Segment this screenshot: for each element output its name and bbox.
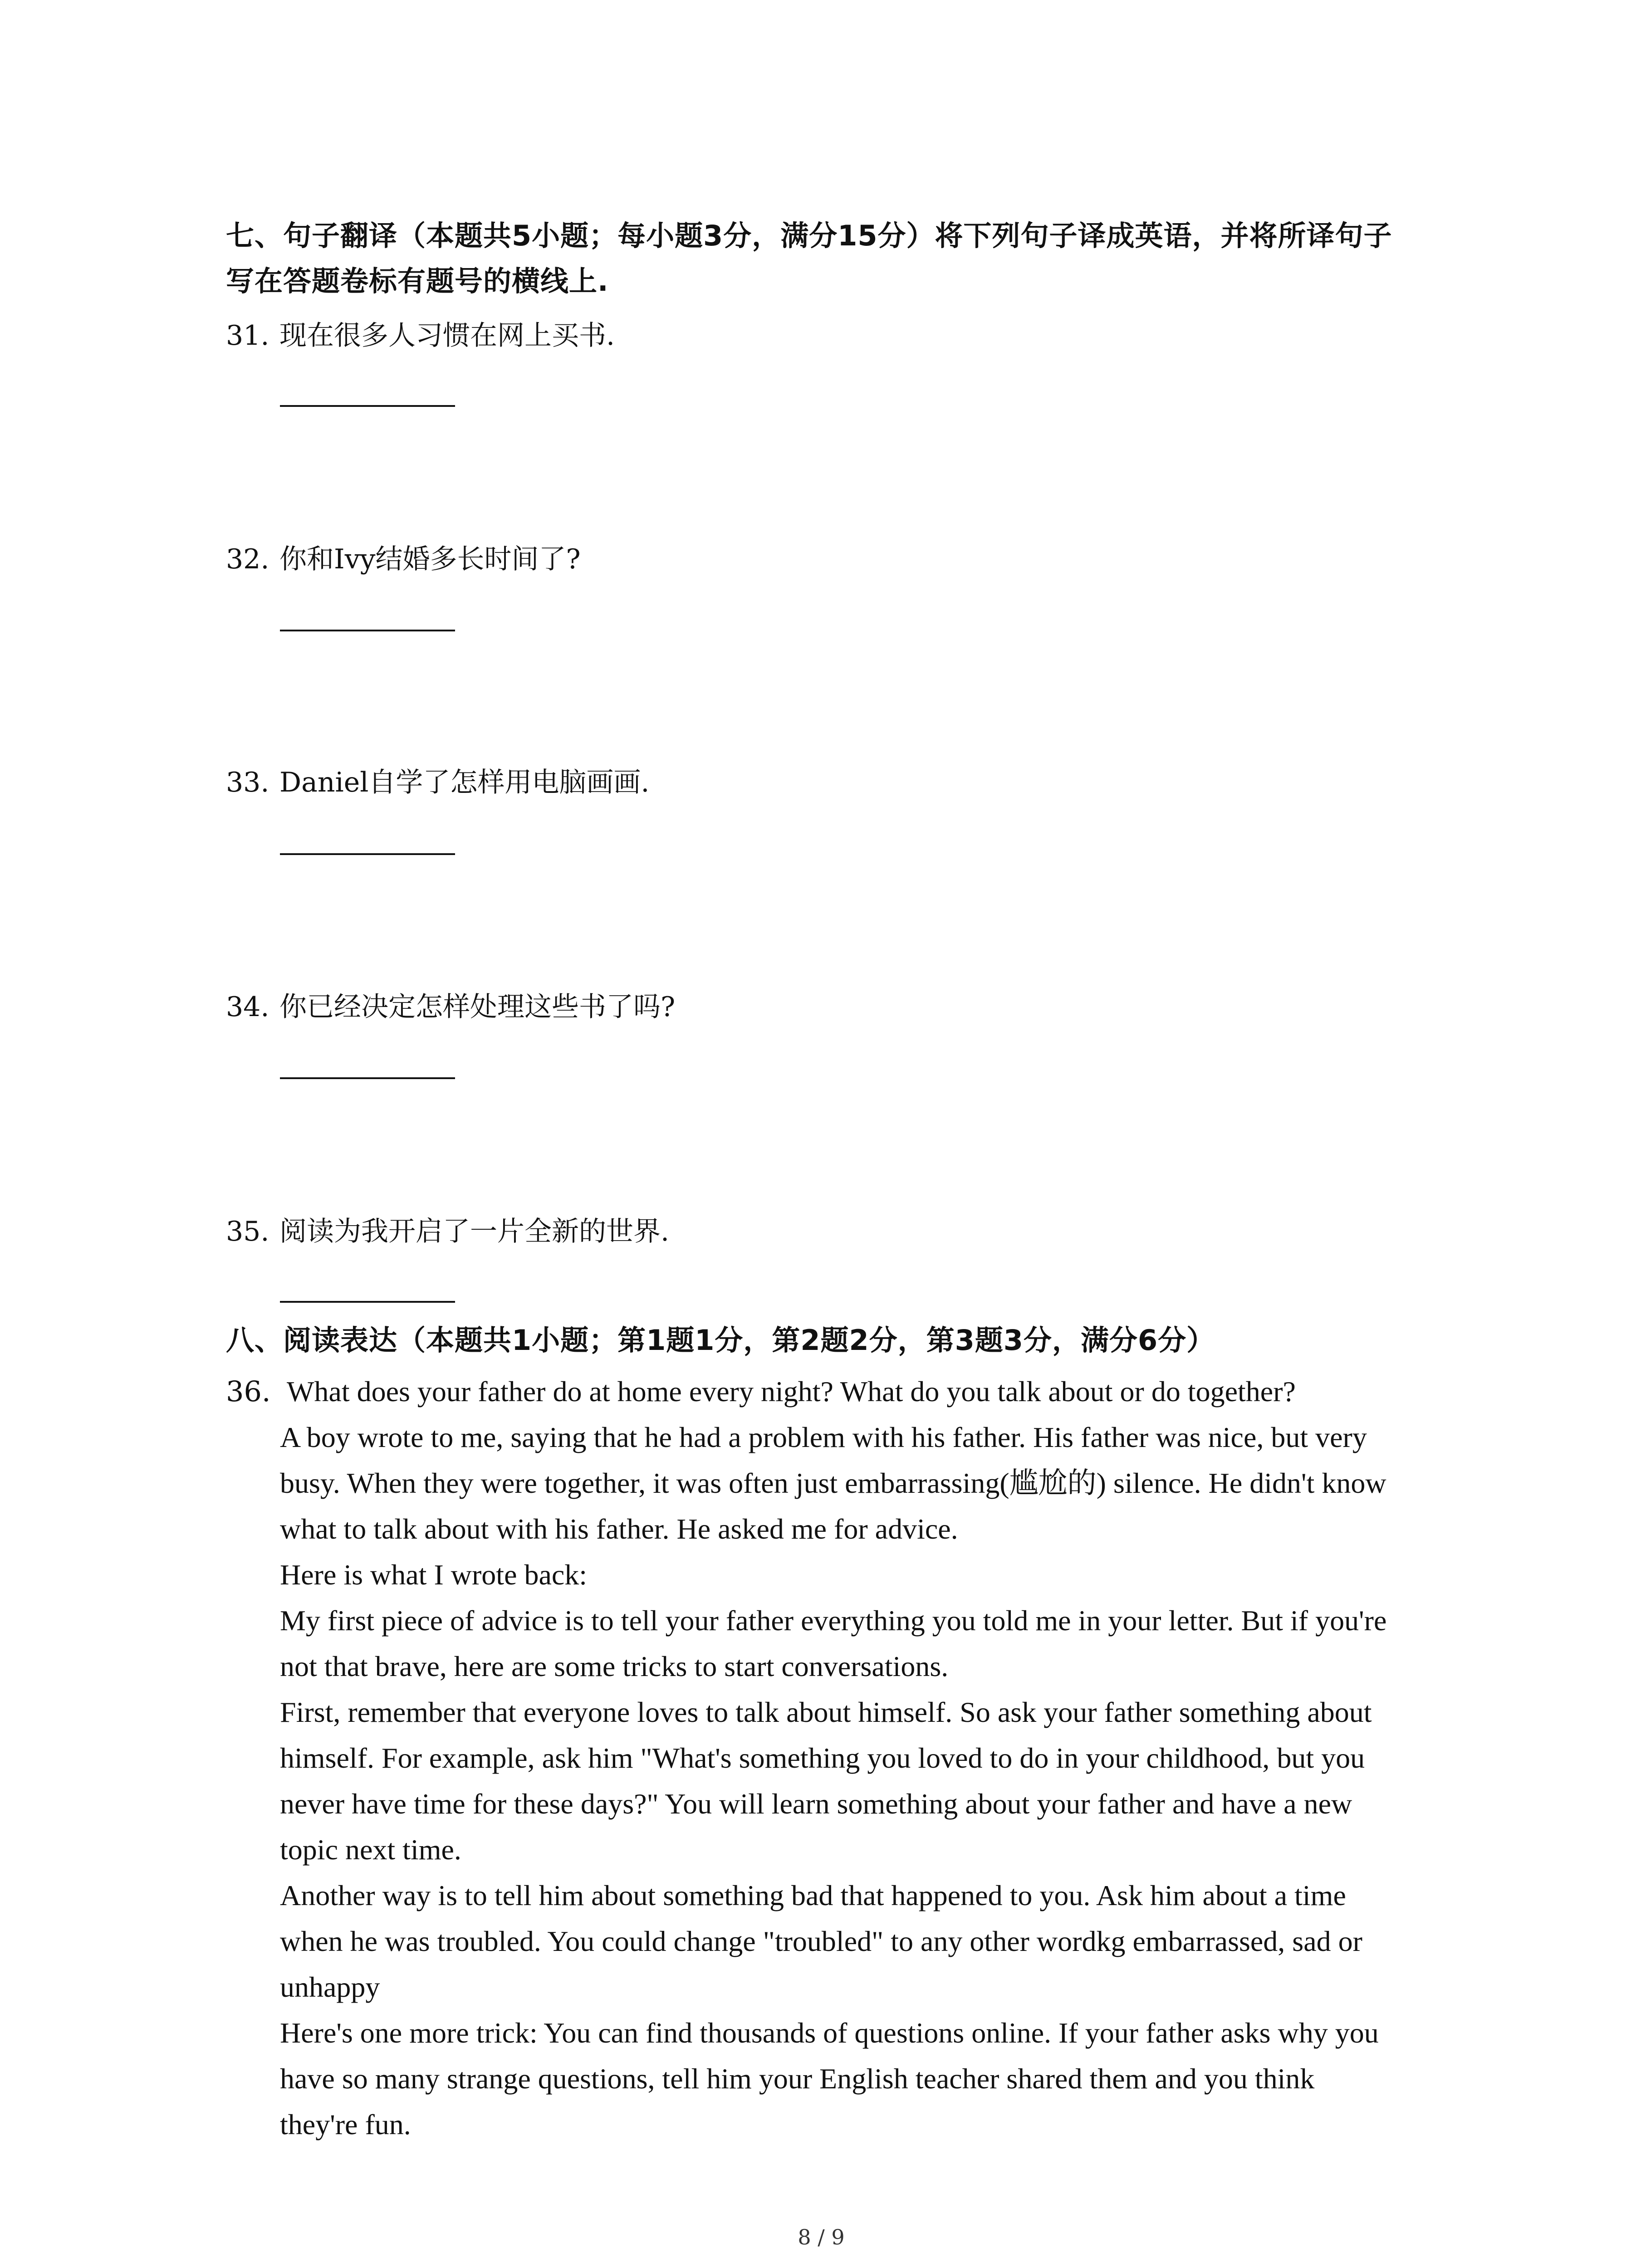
passage-line: busy. When they were together, it was often just embarrassing(尴尬的) silence. He didn't know [280,1467,1386,1499]
question-number: 35. [226,1216,269,1247]
section-8-heading: 八、阅读表达（本题共1小题；第1题1分，第2题2分，第3题3分，满分6分） [226,1324,1215,1357]
passage-line: they're fun. [280,2108,411,2141]
reading-passage-body [280,1414,1460,2147]
passage-line: A boy wrote to me, saying that he had a problem with his father. His father was nice, but very [280,1421,1367,1453]
passage-line: when he was troubled. You could change "troubled" to any other wordkg embarrassed, sad or [280,1925,1362,1957]
answer-blank-31[interactable] [280,405,455,407]
question-number: 31. [226,320,269,352]
question-text: 你已经决定怎样处理这些书了吗? [279,991,676,1023]
question-34 [226,984,1451,1030]
passage-line: My first piece of advice is to tell your father everything you told me in your letter. But if you're [280,1604,1387,1637]
question-text: 你和Ivy结婚多长时间了? [279,543,581,575]
question-number: 34. [226,991,269,1023]
answer-blank-34[interactable] [280,1077,455,1079]
passage-line: First, remember that everyone loves to talk about himself. So ask your father something about [280,1696,1372,1728]
question-33 [226,760,1451,805]
passage-line: topic next time. [280,1833,461,1866]
page-number: 8 / 9 [798,2225,845,2249]
question-text: Daniel自学了怎样用电脑画画. [279,767,650,798]
question-35 [226,1209,1451,1254]
section-7-heading-line-1: 七、句子翻译（本题共5小题；每小题3分，满分15分）将下列句子译成英语，并将所译句子 [226,219,1392,252]
answer-blank-35[interactable] [280,1301,455,1303]
question-number: 32. [226,543,269,575]
question-text: 现在很多人习惯在网上买书. [279,320,615,352]
question-text: 阅读为我开启了一片全新的世界. [279,1216,670,1247]
question-36-number: 36. [226,1375,271,1408]
reading-passage [287,1369,1466,1414]
passage-line: have so many strange questions, tell him your English teacher shared them and you think [280,2063,1315,2095]
answer-blank-33[interactable] [280,853,455,855]
passage-line: never have time for these days?" You will learn something about your father and have a new [280,1788,1352,1820]
question-32 [226,537,1451,582]
passage-line: himself. For example, ask him "What's something you loved to do in your childhood, but you [280,1742,1365,1774]
passage-line: not that brave, here are some tricks to start conversations. [280,1650,949,1682]
answer-blank-32[interactable] [280,630,455,631]
passage-line: Here is what I wrote back: [280,1559,588,1591]
question-number: 33. [226,767,269,798]
section-7-heading-line-2: 写在答题卷标有题号的横线上. [226,264,609,298]
question-31 [226,313,1451,358]
passage-line: Another way is to tell him about something bad that happened to you. Ask him about a time [280,1879,1346,1911]
passage-line: What does your father do at home every night? What do you talk about or do together? [287,1375,1296,1408]
passage-line: unhappy [280,1971,380,2003]
passage-line: what to talk about with his father. He asked me for advice. [280,1513,958,1545]
passage-line: Here's one more trick: You can find thousands of questions online. If your father asks why you [280,2017,1379,2049]
